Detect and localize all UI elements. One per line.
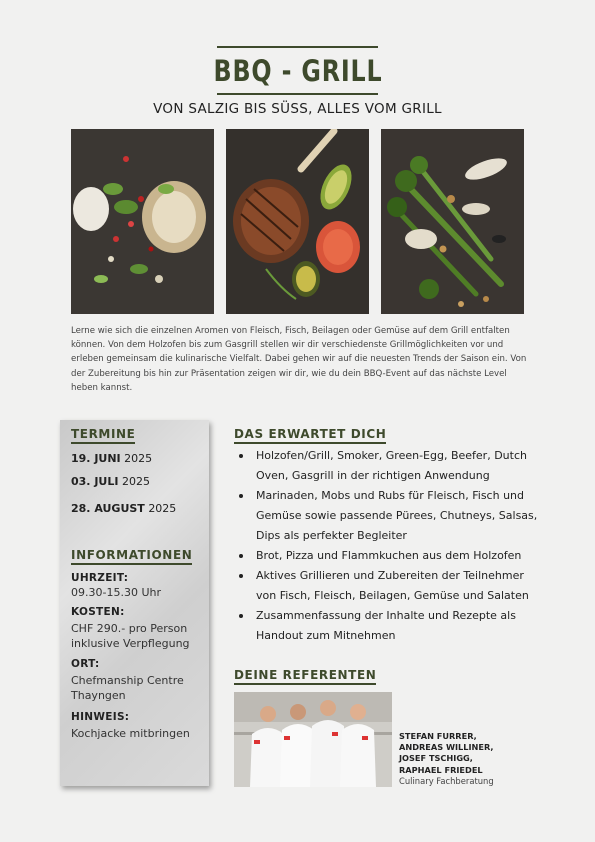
kosten-value <box>71 621 206 651</box>
date-day: 19. JUNI <box>71 452 121 465</box>
tomahawk-steak-photo <box>226 129 369 314</box>
list-item: Aktives Grillieren und Zubereiten der Teilnehmer von Fisch, Fleisch, Beilagen, Gemüse und Salaten <box>238 566 538 606</box>
date-entry <box>71 502 176 515</box>
referenten-heading: DEINE REFERENTEN <box>234 668 376 685</box>
list-item: Holzofen/Grill, Smoker, Green-Egg, Beefer, Dutch Oven, Gasgrill in der richtigen Anwendung <box>238 446 538 486</box>
page-title: BBQ - GRILL <box>213 53 382 88</box>
date-year: 2025 <box>124 452 153 465</box>
uhrzeit-value: 09.30-15.30 Uhr <box>71 586 161 599</box>
chefs-team-photo <box>234 692 392 787</box>
referent-name: RAPHAEL FRIEDEL <box>399 764 483 775</box>
ort-line: Thayngen <box>71 689 126 702</box>
referent-name: ANDREAS WILLINER, <box>399 742 494 753</box>
termine-heading: TERMINE <box>71 427 135 444</box>
date-day: 28. AUGUST <box>71 502 145 515</box>
referent-name: JOSEF TSCHIGG, <box>399 753 473 764</box>
title-frame <box>213 46 382 95</box>
hinweis-label: HINWEIS: <box>71 711 130 723</box>
uhrzeit-label: UHRZEIT: <box>71 572 129 584</box>
grilled-broccolini-photo <box>381 129 524 314</box>
kosten-line: CHF 290.- pro Person <box>71 622 188 635</box>
page-subtitle: VON SALZIG BIS SÜSS, ALLES VOM GRILL <box>153 101 442 117</box>
hinweis-value: Kochjacke mitbringen <box>71 727 190 740</box>
grilled-cauliflower-photo <box>71 129 214 314</box>
ort-value <box>71 673 206 703</box>
ort-line: Chefmanship Centre <box>71 674 184 687</box>
intro-text: Lerne wie sich die einzelnen Aromen von Fleisch, Fisch, Beilagen oder Gemüse auf dem Grill entfalten können. Von dem Holzofen bis zum Gasgrill stellen wir dir verschiedenste Grillmöglichkeiten vor und erleben gemeinsam die kulinarische Vielfalt. Dabei gehen wir auf die neuesten Trends der Saison ein. Von der Zubereitung bis hin zur Präsentation zeigen wir dir, wie du dein BBQ-Event auf das nächste Level heben kannst. <box>71 326 527 393</box>
informationen-heading: INFORMATIONEN <box>71 548 192 565</box>
date-entry <box>71 475 150 488</box>
erwartet-list <box>238 446 538 646</box>
erwartet-heading: DAS ERWARTET DICH <box>234 427 386 444</box>
date-entry <box>71 452 152 465</box>
date-year: 2025 <box>121 475 150 488</box>
referent-name: STEFAN FURRER, <box>399 731 477 741</box>
date-day: 03. JULI <box>71 475 119 488</box>
kosten-line: inklusive Verpflegung <box>71 637 190 650</box>
date-year: 2025 <box>148 502 177 515</box>
referenten-names <box>399 731 494 787</box>
kosten-label: KOSTEN: <box>71 606 125 618</box>
list-item: Marinaden, Mobs und Rubs für Fleisch, Fisch und Gemüse sowie passende Pürees, Chutneys, Salsas, Dips als perfekter Begleiter <box>238 486 538 546</box>
list-item: Zusammenfassung der Inhalte und Rezepte als Handout zum Mitnehmen <box>238 606 538 646</box>
ort-label: ORT: <box>71 658 100 670</box>
referent-organisation: Culinary Fachberatung <box>399 775 494 786</box>
list-item: Brot, Pizza und Flammkuchen aus dem Holzofen <box>238 546 538 566</box>
